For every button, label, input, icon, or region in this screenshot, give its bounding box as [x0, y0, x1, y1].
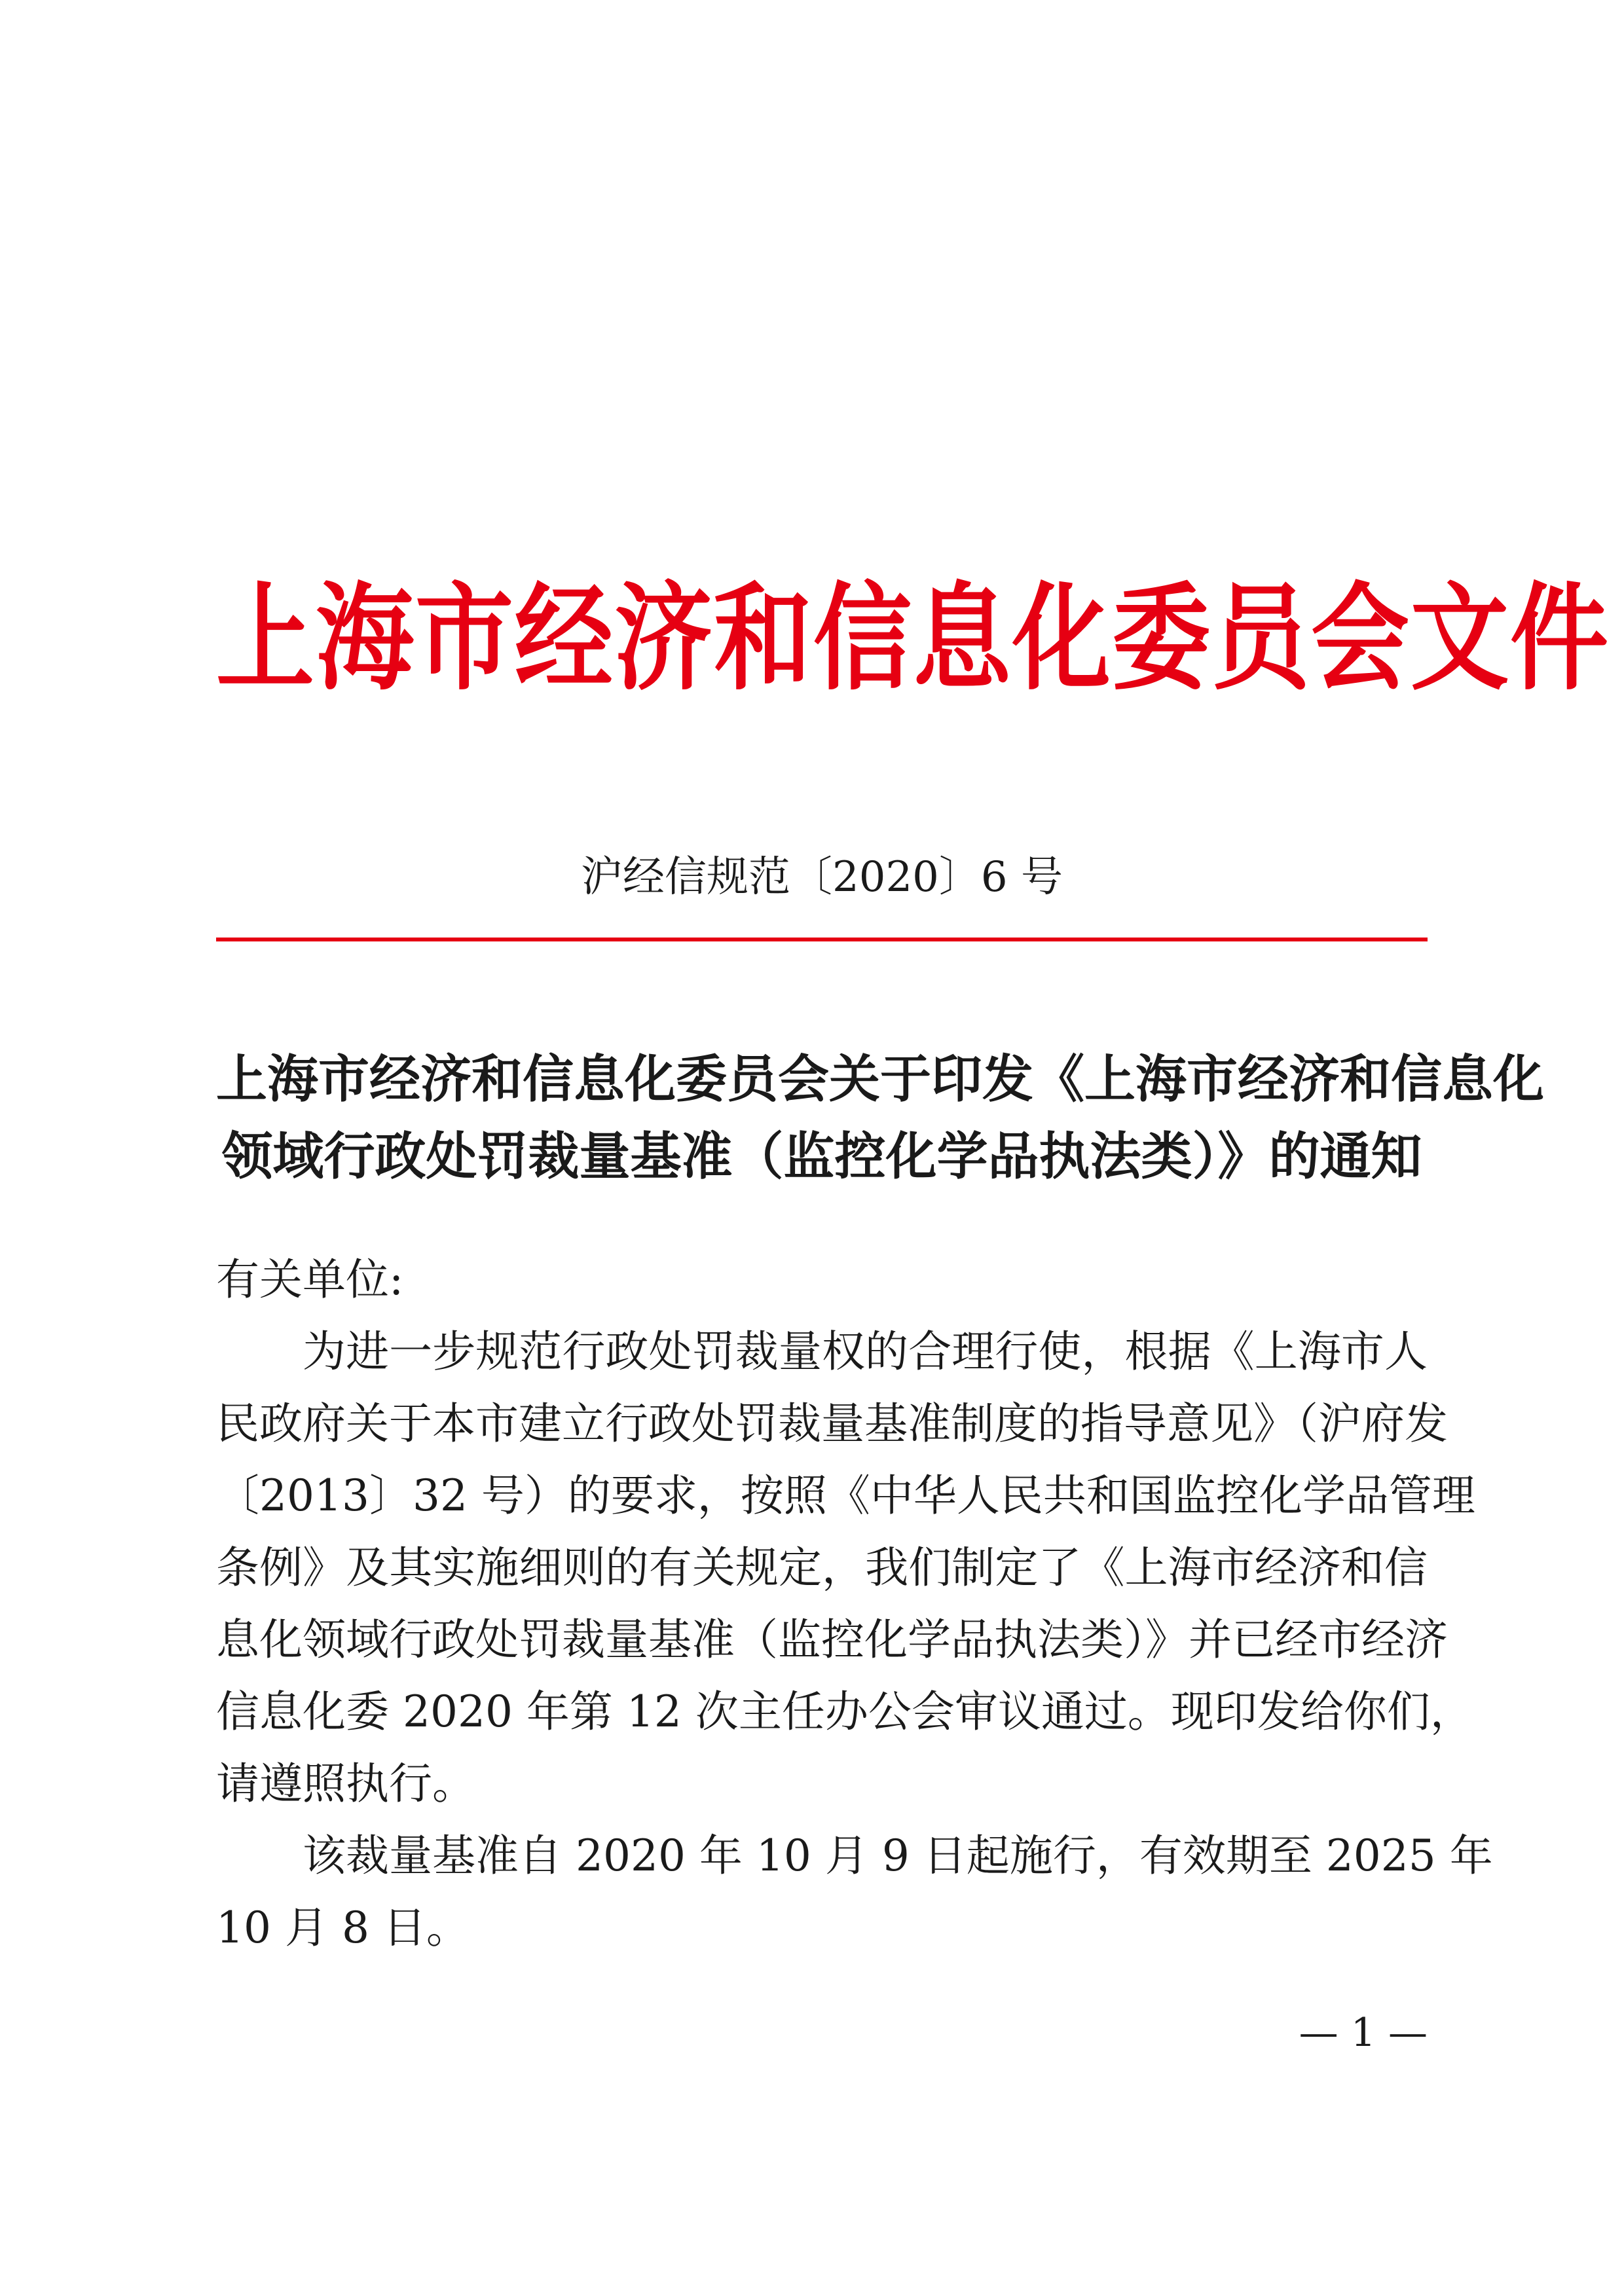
notice-title-line-1: 上海市经济和信息化委员会关于印发《上海市经济和信息化: [216, 1049, 1545, 1109]
issuer-header-title: 上海市经济和信息化委员会文件: [216, 570, 1610, 706]
page-number: — 1 —: [1299, 2010, 1428, 2056]
notice-title: [216, 1041, 1545, 1195]
document-number: 沪经信规范〔2020〕6 号: [581, 853, 1063, 902]
body-line-9: 10 月 8 日。: [216, 1903, 470, 1953]
body-line-6: 信息化委 2020 年第 12 次主任办公会审议通过。现印发给你们，: [216, 1686, 1473, 1737]
red-separator-rule: [216, 938, 1428, 941]
salutation: 有关单位:: [216, 1254, 404, 1305]
body-line-8: 该裁量基准自 2020 年 10 月 9 日起施行，有效期至 2025 年: [303, 1831, 1493, 1881]
body-line-5: 息化领域行政处罚裁量基准（监控化学品执法类）》并已经市经济: [216, 1614, 1448, 1665]
body-line-2: 民政府关于本市建立行政处罚裁量基准制度的指导意见》（沪府发: [216, 1398, 1448, 1449]
body-line-4: 条例》及其实施细则的有关规定，我们制定了《上海市经济和信: [216, 1542, 1428, 1593]
body-line-7: 请遵照执行。: [216, 1758, 475, 1809]
body-line-3: 〔2013〕32 号）的要求，按照《中华人民共和国监控化学品管理: [216, 1470, 1475, 1521]
notice-title-line-2: 领域行政处罚裁量基准（监控化学品执法类）》的通知: [221, 1127, 1422, 1186]
body-line-1: 为进一步规范行政处罚裁量权的合理行使，根据《上海市人: [303, 1326, 1428, 1377]
